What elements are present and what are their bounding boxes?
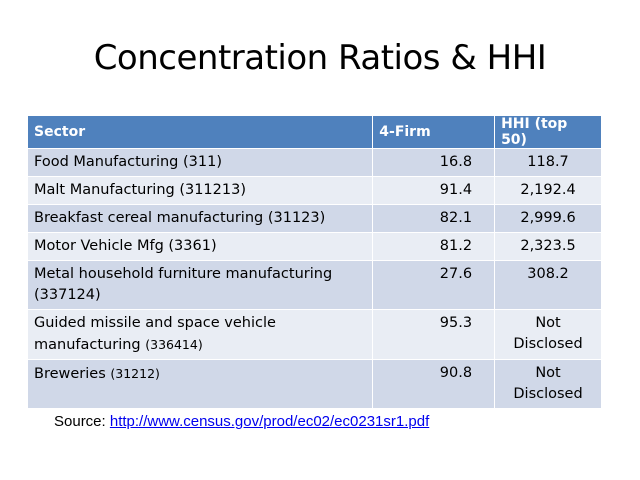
hhi-cell: 2,192.4: [495, 177, 602, 205]
hhi-cell: 118.7: [495, 149, 602, 177]
sector-code: (31212): [110, 366, 160, 381]
hhi-cell: Not Disclosed: [495, 360, 602, 409]
source-link[interactable]: http://www.census.gov/prod/ec02/ec0231sr1.pdf: [109, 413, 430, 430]
header-four-firm: 4-Firm: [373, 116, 495, 149]
header-hhi: HHI (top 50): [495, 116, 602, 149]
header-sector: Sector: [28, 116, 373, 149]
sector-name: Breweries: [34, 366, 106, 382]
sector-name: Guided missile and space vehicle manufacturing: [34, 315, 276, 353]
sector-cell: Motor Vehicle Mfg (3361): [28, 233, 373, 261]
table-row: [28, 233, 602, 261]
sector-cell: Malt Manufacturing (311213): [28, 177, 373, 205]
sector-cell: [28, 310, 373, 360]
slide-title: Concentration Ratios & HHI: [93, 38, 547, 78]
table-row: [28, 205, 602, 233]
four-firm-cell: 90.8: [373, 360, 495, 409]
source-note: [54, 413, 429, 430]
source-label: Source:: [54, 413, 106, 430]
table-header-row: [28, 116, 602, 149]
four-firm-cell: 81.2: [373, 233, 495, 261]
sector-cell: [28, 360, 373, 409]
table-row: [28, 177, 602, 205]
hhi-cell: Not Disclosed: [495, 310, 602, 360]
sector-cell: Breakfast cereal manufacturing (31123): [28, 205, 373, 233]
four-firm-cell: 16.8: [373, 149, 495, 177]
four-firm-cell: 91.4: [373, 177, 495, 205]
hhi-cell: 308.2: [495, 261, 602, 310]
sector-cell: Food Manufacturing (311): [28, 149, 373, 177]
sector-cell: Metal household furniture manufacturing (337124): [28, 261, 373, 310]
hhi-cell: 2,999.6: [495, 205, 602, 233]
hhi-cell: 2,323.5: [495, 233, 602, 261]
table-row: [28, 360, 602, 409]
four-firm-cell: 27.6: [373, 261, 495, 310]
table-row: [28, 261, 602, 310]
table-row: [28, 310, 602, 360]
sector-code: (336414): [145, 337, 203, 352]
concentration-table: [27, 115, 602, 409]
table-row: [28, 149, 602, 177]
four-firm-cell: 82.1: [373, 205, 495, 233]
four-firm-cell: 95.3: [373, 310, 495, 360]
